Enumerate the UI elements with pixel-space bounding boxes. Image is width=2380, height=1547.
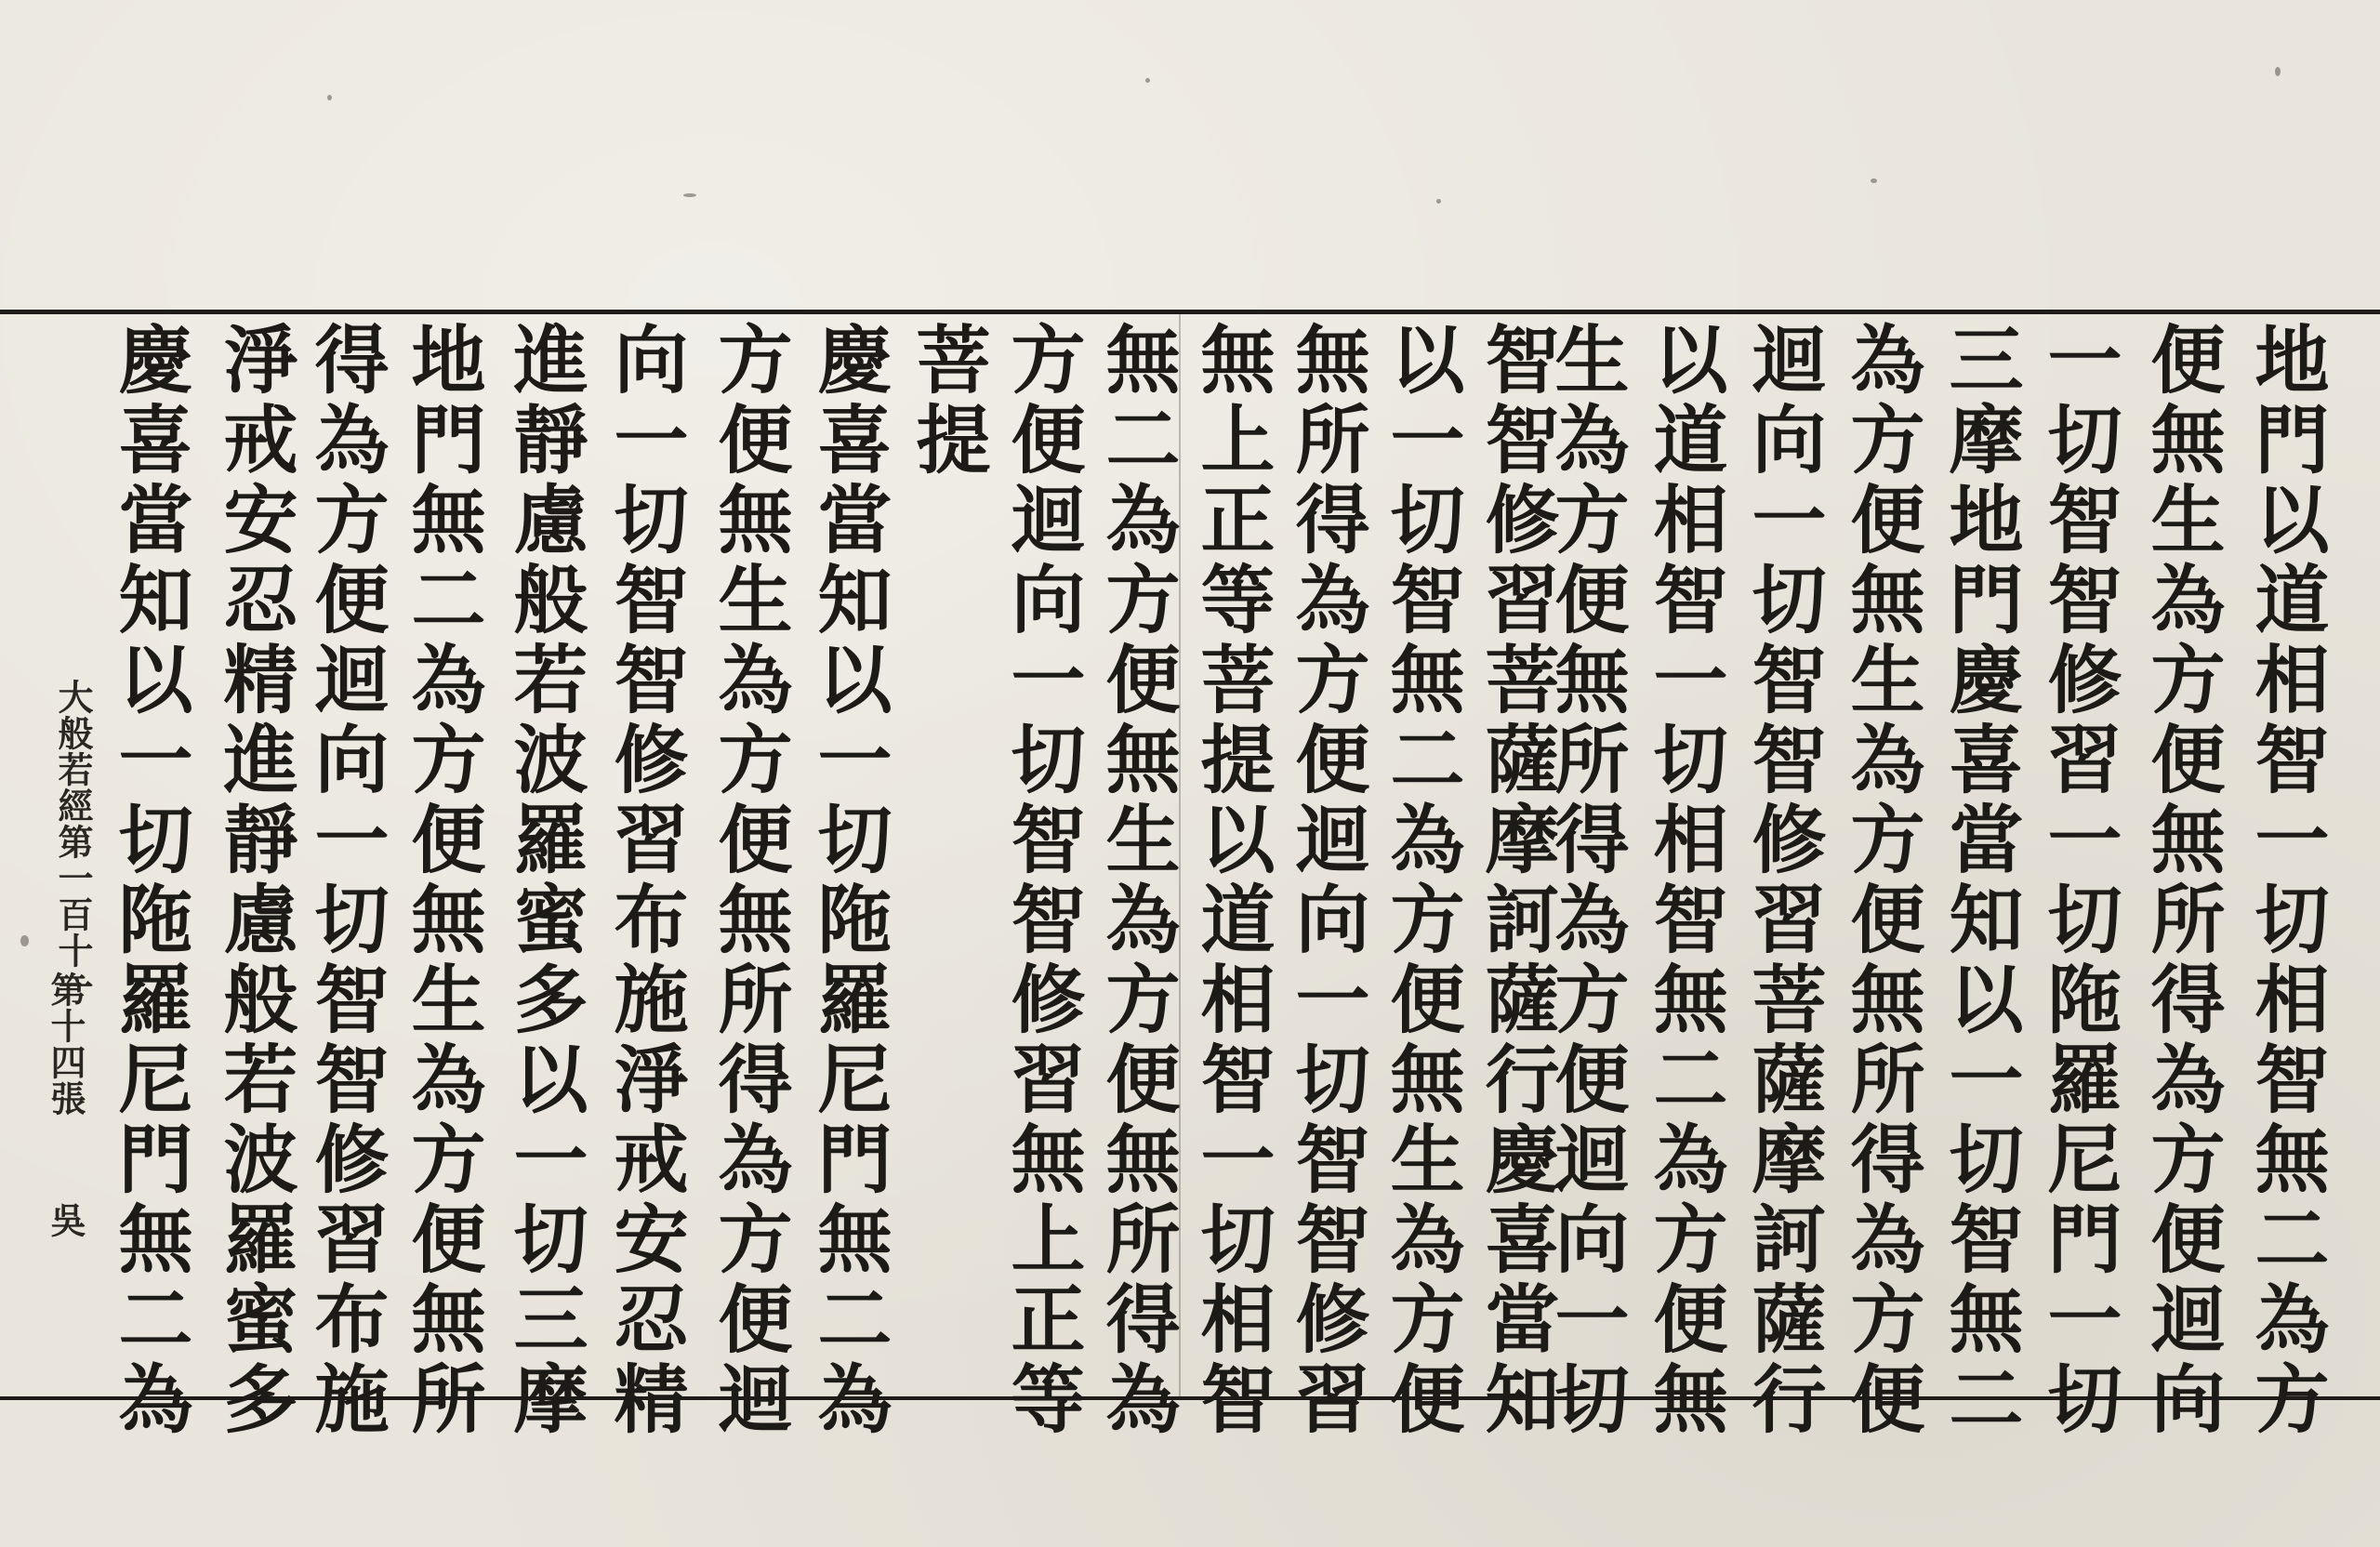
sutra-title-note: 大般若經第一百十一: [52, 679, 94, 1005]
paper-speck: [683, 193, 696, 197]
paper-speck: [1145, 78, 1150, 83]
text-column: 進靜慮般若波羅蜜多以一切三摩: [501, 321, 588, 1440]
paper-speck: [1436, 199, 1441, 204]
text-column: 便無生為方便無所得為方便迴向: [2138, 321, 2226, 1440]
text-column: 地門無二為方便無生為方便無所: [399, 321, 486, 1440]
text-column: 慶喜當知以一切陁羅尼門無二為: [106, 321, 193, 1440]
text-column: 為方便無生為方便無所得為方便: [1838, 321, 1925, 1440]
top-border-rule: [0, 310, 2380, 314]
text-column: 無二為方便無生為方便無所得為: [1093, 321, 1181, 1440]
text-column: 無所得為方便迴向一切智智修習: [1283, 321, 1370, 1440]
text-column: 方便無生為方便無所得為方便迴: [706, 321, 793, 1440]
text-column: 得為方便迴向一切智智修習布施: [302, 321, 390, 1440]
text-column: 迴向一切智智修習菩薩摩訶薩行: [1739, 321, 1827, 1440]
text-column: 淨戒安忍精進靜慮般若波羅蜜多: [211, 321, 298, 1440]
text-column: 生為方便無所得為方便迴向一切: [1542, 321, 1630, 1440]
paper-speck: [20, 935, 29, 946]
text-column: 地門以道相智一切相智無二為方: [2242, 321, 2330, 1440]
text-column: 方便迴向一切智智修習無上正等: [998, 321, 1086, 1440]
text-column: 慶喜當知以一切陁羅尼門無二為: [805, 321, 892, 1440]
text-column: 以道相智一切相智無二為方便無: [1641, 321, 1728, 1440]
paper-speck: [327, 95, 332, 100]
paper-speck: [1871, 178, 1877, 183]
text-column: 向一切智智修習布施淨戒安忍精: [602, 321, 689, 1440]
sheet-number-note: 第十四張: [45, 972, 86, 1117]
text-column: 三摩地門慶喜當知以一切智無二: [1937, 321, 2024, 1440]
text-column: 菩提: [904, 321, 991, 481]
text-column: 以一切智無二為方便無生為方便: [1378, 321, 1465, 1440]
carver-name-note: 吳: [45, 1202, 86, 1238]
paper-speck: [2275, 67, 2281, 76]
text-column: 智智修習菩薩摩訶薩行慶喜當知: [1473, 321, 1560, 1440]
text-column: 無上正等菩提以道相智一切相智: [1188, 321, 1276, 1440]
text-column: 一切智智修習一切陁羅尼門一切: [2035, 321, 2122, 1440]
